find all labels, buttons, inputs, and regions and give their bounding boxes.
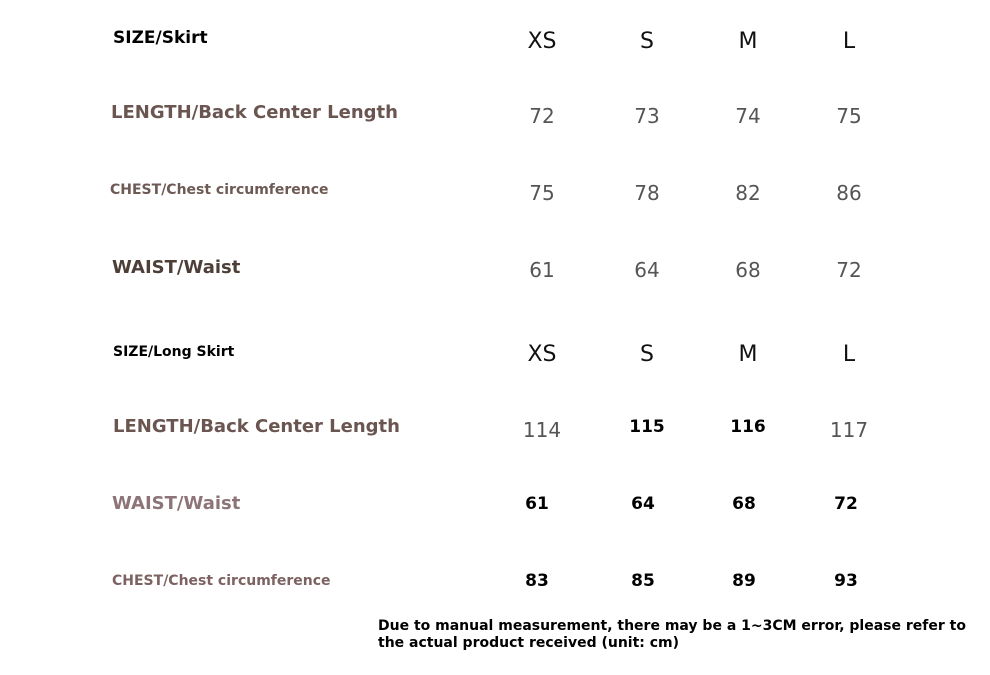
skirt-length-s: 73 xyxy=(634,104,660,128)
long-skirt-chest-l: 93 xyxy=(834,571,858,591)
long-skirt-length-m: 116 xyxy=(730,417,766,437)
long-skirt-chest-s: 85 xyxy=(631,571,655,591)
skirt-length-xs: 72 xyxy=(529,104,555,128)
skirt-chest-label: CHEST/Chest circumference xyxy=(110,182,329,198)
long-skirt-waist-s: 64 xyxy=(631,494,655,514)
skirt-waist-l: 72 xyxy=(836,258,862,282)
skirt-waist-label: WAIST/Waist xyxy=(112,257,241,278)
skirt-size-l: L xyxy=(842,29,856,54)
skirt-length-label: LENGTH/Back Center Length xyxy=(111,102,398,123)
long-skirt-waist-m: 68 xyxy=(732,494,756,514)
skirt-chest-xs: 75 xyxy=(529,181,555,205)
long-skirt-waist-label: WAIST/Waist xyxy=(112,493,241,514)
long-skirt-size-header-label: SIZE/Long Skirt xyxy=(113,344,235,360)
skirt-chest-s: 78 xyxy=(634,181,660,205)
long-skirt-length-l: 117 xyxy=(829,418,869,442)
skirt-size-header-label: SIZE/Skirt xyxy=(113,28,208,48)
skirt-waist-s: 64 xyxy=(634,258,660,282)
skirt-chest-m: 82 xyxy=(735,181,761,205)
long-skirt-chest-m: 89 xyxy=(732,571,756,591)
long-skirt-waist-xs: 61 xyxy=(525,494,549,514)
long-skirt-chest-label: CHEST/Chest circumference xyxy=(112,573,331,589)
long-skirt-waist-l: 72 xyxy=(834,494,858,514)
skirt-waist-xs: 61 xyxy=(529,258,555,282)
skirt-size-m: M xyxy=(738,29,758,54)
long-skirt-size-m: M xyxy=(738,342,758,367)
skirt-waist-m: 68 xyxy=(735,258,761,282)
long-skirt-length-label: LENGTH/Back Center Length xyxy=(113,416,400,437)
skirt-chest-l: 86 xyxy=(836,181,862,205)
skirt-size-xs: XS xyxy=(527,29,557,54)
long-skirt-size-s: S xyxy=(640,342,654,367)
long-skirt-size-xs: XS xyxy=(527,342,557,367)
long-skirt-chest-xs: 83 xyxy=(525,571,549,591)
skirt-size-s: S xyxy=(640,29,654,54)
measurement-note: Due to manual measurement, there may be a 1~3CM error, please refer to the actual product received (unit: cm) xyxy=(378,618,966,651)
long-skirt-length-s: 115 xyxy=(629,417,665,437)
skirt-length-l: 75 xyxy=(836,104,862,128)
long-skirt-size-l: L xyxy=(842,342,856,367)
skirt-length-m: 74 xyxy=(735,104,761,128)
long-skirt-length-xs: 114 xyxy=(522,418,562,442)
